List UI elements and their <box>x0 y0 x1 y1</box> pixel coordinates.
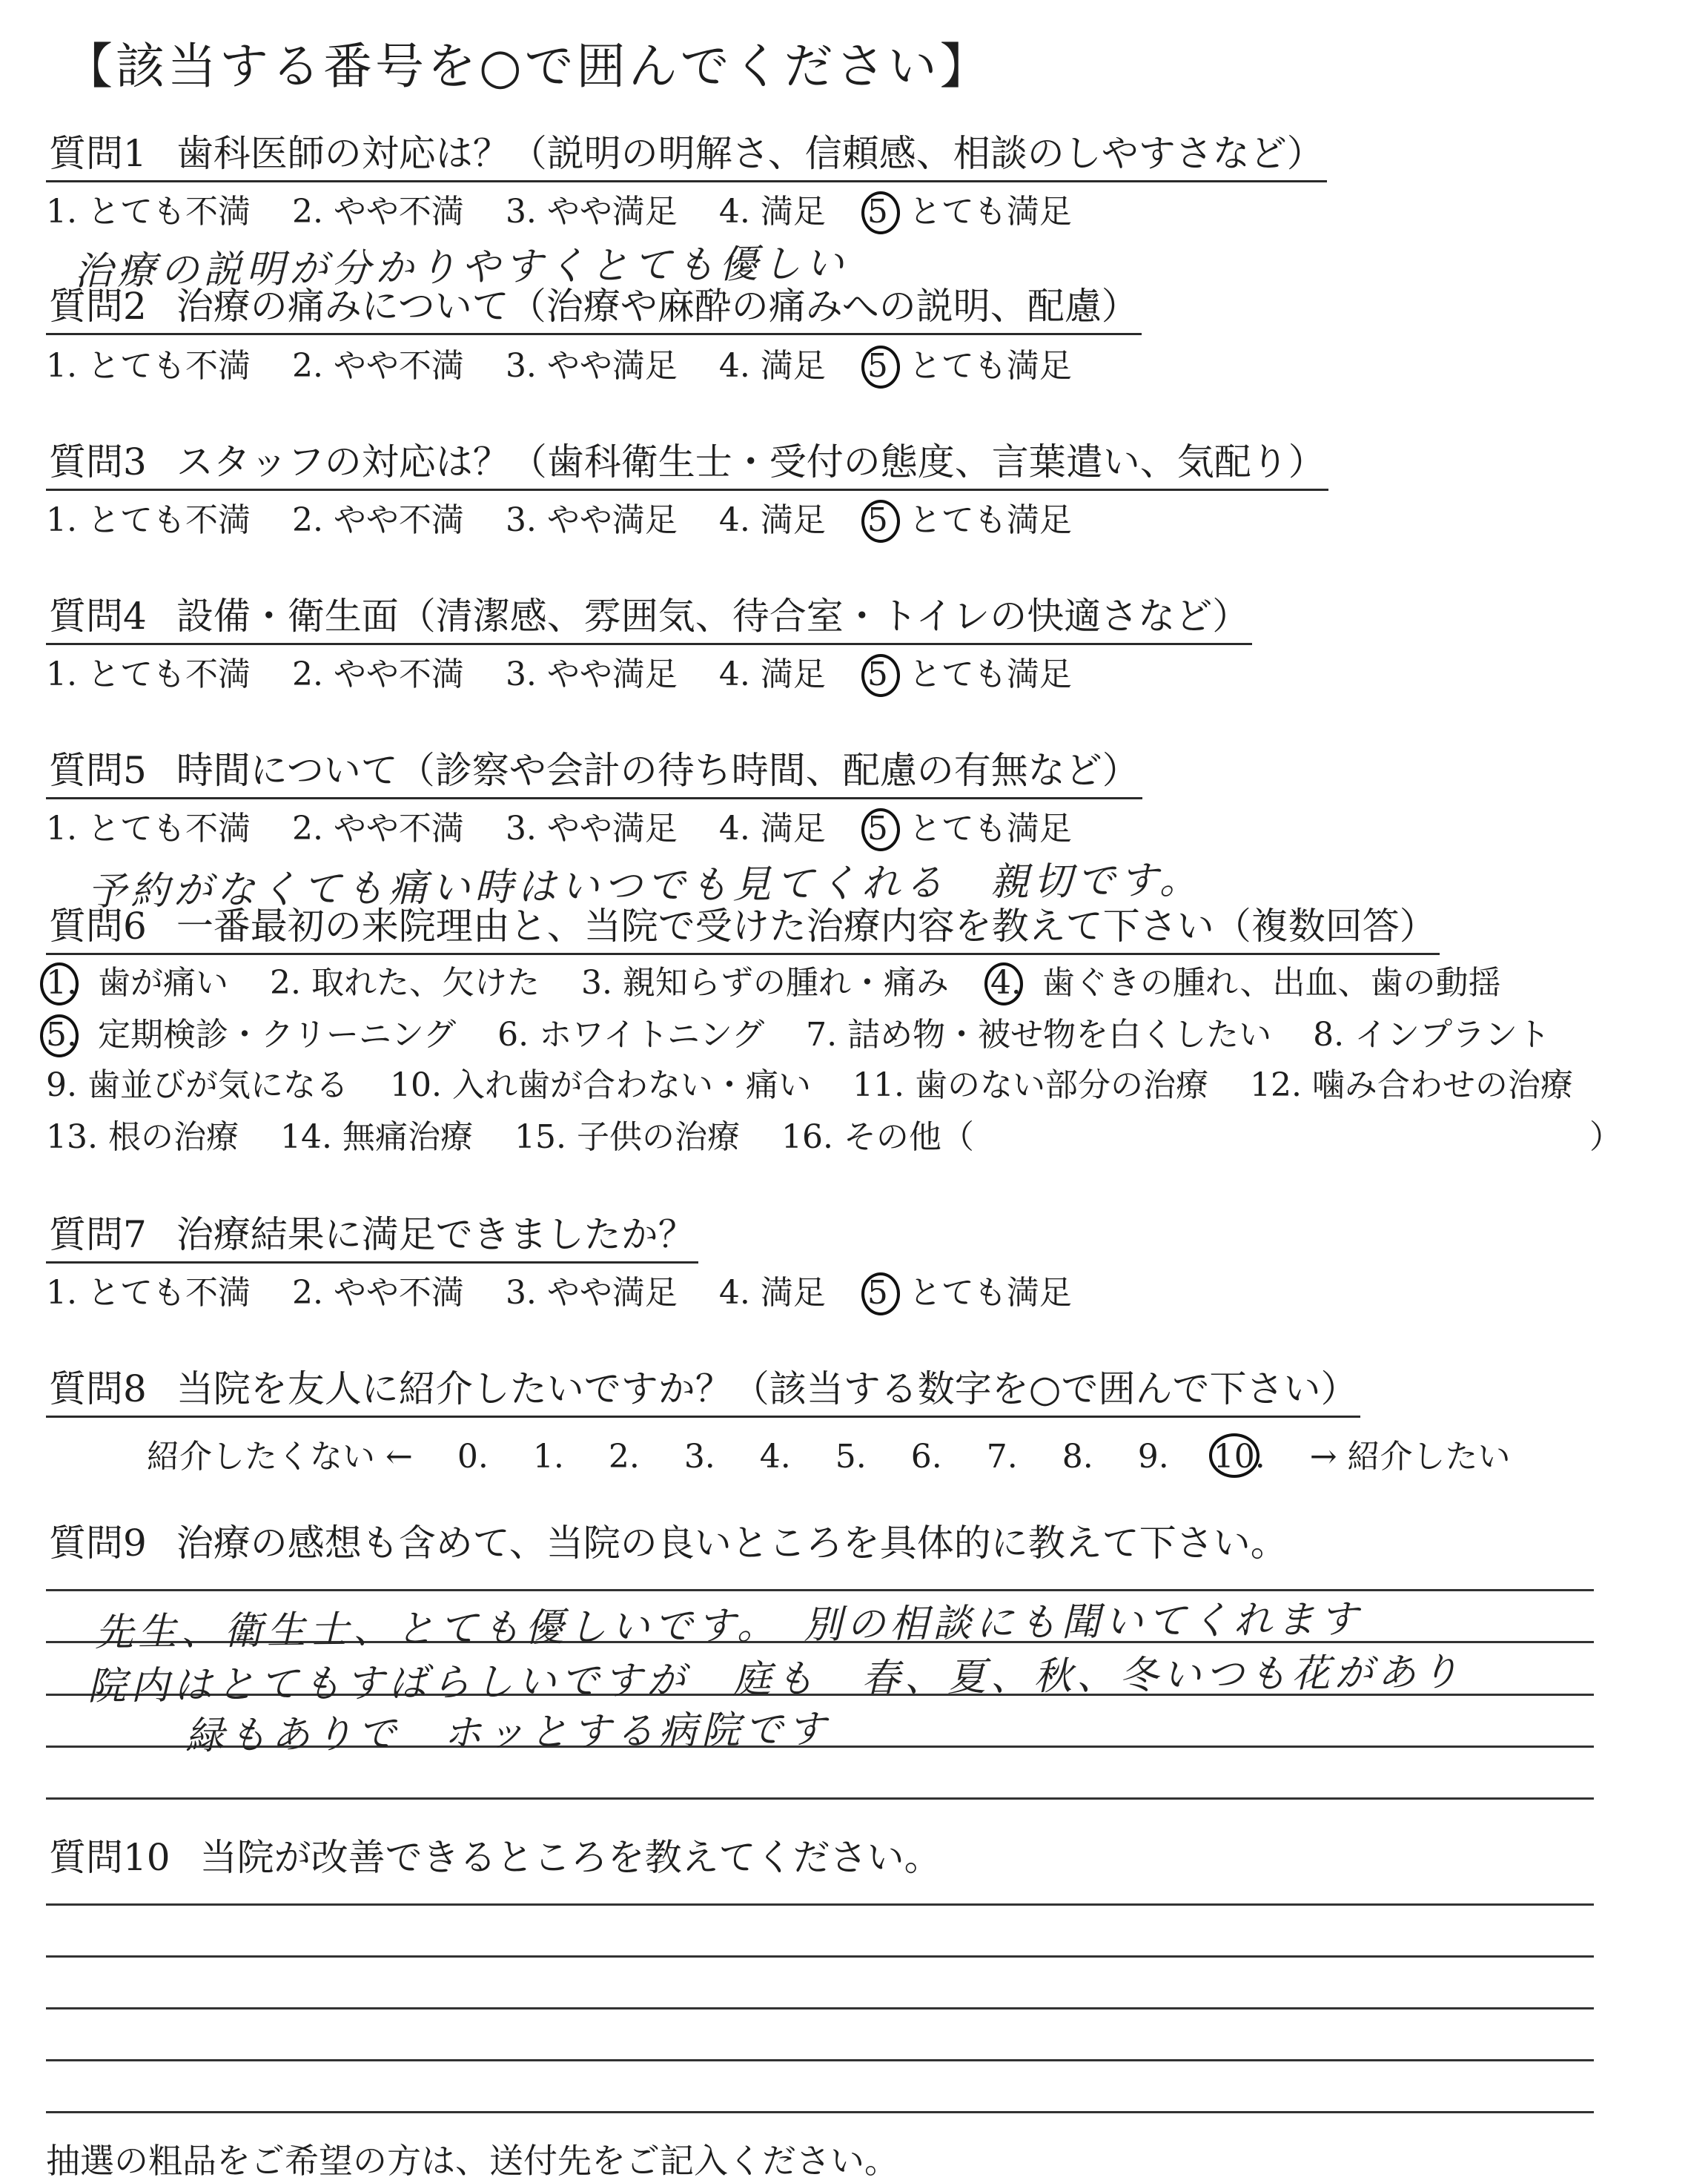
q1-option-2[interactable]: 2. やや不満 <box>291 193 464 231</box>
q6-option-1-selected[interactable] <box>46 965 228 1001</box>
q4-circle-mark: 5 <box>867 655 888 693</box>
q3-text: スタッフの対応は？（歯科衛生士・受付の態度、言葉遣い、気配り） <box>176 440 1325 483</box>
q10-line-4 <box>46 2059 1594 2061</box>
q3-option-4[interactable]: 4. 満足 <box>718 501 826 539</box>
q6-option-13[interactable] <box>46 1120 239 1155</box>
q1-title <box>46 133 1327 182</box>
q6-option-12[interactable] <box>1250 1068 1573 1103</box>
q2-number: 質問2 <box>49 285 147 328</box>
q5-number: 質問5 <box>49 749 147 792</box>
q10-line-1 <box>46 1903 1594 1906</box>
q6-option-5-selected[interactable] <box>46 1017 456 1053</box>
q6-option-15-num: 15. <box>514 1118 566 1156</box>
q5-option-1[interactable]: 1. とても不満 <box>46 810 251 848</box>
q6-option-12-num: 12. <box>1249 1066 1302 1104</box>
q6-option-8-label: インプラント <box>1354 1016 1551 1054</box>
q6-option-2-label: 取れた、欠けた <box>311 964 540 1002</box>
q6-option-2-num: 2. <box>269 964 301 1002</box>
q8-scale-2[interactable]: 2. <box>608 1438 640 1476</box>
footer-instruction: 抽選の粗品をご希望の方は、送付先をご記入ください。 <box>46 2141 898 2181</box>
q5-option-2[interactable]: 2. やや不満 <box>291 810 464 848</box>
q10-title <box>46 1837 944 1884</box>
q10-number: 質問10 <box>49 1836 171 1879</box>
q2-option-2[interactable]: 2. やや不満 <box>291 347 464 385</box>
q4-option-2[interactable]: 2. やや不満 <box>291 655 464 693</box>
q1-option-5-selected[interactable] <box>867 194 1072 230</box>
q8-number: 質問8 <box>49 1367 147 1410</box>
q6-option-6[interactable] <box>497 1017 764 1053</box>
q6-option-14-label: 無痛治療 <box>342 1118 473 1156</box>
q6-row-2 <box>46 1017 1581 1053</box>
q9-line-5 <box>46 1797 1594 1800</box>
q8-scale-5[interactable]: 5. <box>835 1438 867 1476</box>
q1-option-1[interactable]: 1. とても不満 <box>46 193 251 231</box>
q2-circle-mark: 5 <box>867 347 888 385</box>
q8-text: 当院を友人に紹介したいですか？（該当する数字を○で囲んで下さい） <box>176 1367 1358 1410</box>
q6-option-11-num: 11. <box>852 1066 904 1104</box>
q5-circle-mark: 5 <box>867 810 888 848</box>
q6-option-9[interactable] <box>46 1068 348 1103</box>
q6-option-3[interactable] <box>581 965 949 1001</box>
q6-number: 質問6 <box>49 905 147 948</box>
q2-option-5-selected[interactable] <box>867 349 1072 384</box>
q6-option-9-label: 歯並びが気になる <box>87 1066 348 1104</box>
q6-other-close-paren: ） <box>1589 1118 1622 1156</box>
q5-option-5-selected[interactable] <box>867 811 1072 847</box>
q3-options <box>46 503 1103 538</box>
q6-option-7-label: 詰め物・被せ物を白くしたい <box>847 1016 1272 1054</box>
q6-option-4-selected[interactable] <box>990 965 1501 1001</box>
q4-option-5-selected[interactable] <box>867 657 1072 693</box>
q6-option-5-circle: 5. <box>46 1016 77 1054</box>
q8-scale-7[interactable]: 7. <box>986 1438 1018 1476</box>
q8-right-label: → 紹介したい <box>1309 1438 1511 1476</box>
q2-option-4[interactable]: 4. 満足 <box>718 347 826 385</box>
q5-title <box>46 750 1142 799</box>
q6-option-16-num: 16. <box>781 1118 833 1156</box>
q6-option-9-num: 9. <box>46 1066 77 1104</box>
q2-options <box>46 349 1103 384</box>
q3-option-2[interactable]: 2. やや不満 <box>291 501 464 539</box>
q5-option-5-label: とても満足 <box>908 810 1072 848</box>
q6-option-1-circle: 1. <box>46 964 77 1002</box>
q9-text: 治療の感想も含めて、当院の良いところを具体的に教えて下さい。 <box>176 1522 1288 1565</box>
q6-row-1 <box>46 965 1532 1001</box>
q8-recommend-scale <box>147 1430 1545 1477</box>
q7-number: 質問7 <box>49 1213 147 1256</box>
q2-title <box>46 286 1142 335</box>
q6-option-16[interactable] <box>781 1120 974 1155</box>
q1-option-5-label: とても満足 <box>908 193 1072 231</box>
q7-option-1[interactable]: 1. とても不満 <box>46 1274 251 1312</box>
q6-option-10-num: 10. <box>389 1066 442 1104</box>
q6-option-10-label: 入れ歯が合わない・痛い <box>451 1066 811 1104</box>
q6-row-3 <box>46 1068 1604 1103</box>
q4-option-3[interactable]: 3. やや満足 <box>505 655 678 693</box>
q6-option-6-num: 6. <box>497 1016 529 1054</box>
q3-option-5-label: とても満足 <box>908 501 1072 539</box>
q4-option-1[interactable]: 1. とても不満 <box>46 655 251 693</box>
q2-text: 治療の痛みについて（治療や麻酔の痛みへの説明、配慮） <box>176 285 1139 328</box>
q6-option-3-label: 親知らずの腫れ・痛み <box>622 964 949 1002</box>
q10-line-2 <box>46 1955 1594 1958</box>
q6-option-7[interactable] <box>806 1017 1271 1053</box>
q6-option-16-label: その他（ <box>843 1118 974 1156</box>
q9-title <box>46 1523 1291 1570</box>
q4-text: 設備・衛生面（清潔感、雰囲気、待合室・トイレの快適さなど） <box>176 595 1250 638</box>
q7-option-5-label: とても満足 <box>908 1274 1072 1312</box>
q1-option-4[interactable]: 4. 満足 <box>718 193 826 231</box>
q6-option-14[interactable] <box>280 1120 473 1155</box>
q1-options <box>46 194 1103 230</box>
q6-text: 一番最初の来院理由と、当院で受けた治療内容を教えて下さい（複数回答） <box>176 905 1437 948</box>
q6-option-13-label: 根の治療 <box>107 1118 239 1156</box>
q8-scale-10-selected[interactable]: 10. <box>1213 1438 1265 1476</box>
q8-scale-9[interactable]: 9. <box>1137 1438 1169 1476</box>
q4-title <box>46 596 1252 645</box>
q1-handwritten-comment: 治療の説明が分かりやすくとても優しい <box>73 241 849 294</box>
q6-option-13-num: 13. <box>46 1118 98 1156</box>
q6-option-15[interactable] <box>514 1120 740 1155</box>
q9-handwritten-line-3: 緑もありで ホッとする病院です <box>185 1707 831 1759</box>
q10-line-3 <box>46 2007 1594 2009</box>
q1-option-3[interactable]: 3. やや満足 <box>505 193 678 231</box>
q8-scale-3[interactable]: 3. <box>683 1438 715 1476</box>
q4-option-4[interactable]: 4. 満足 <box>718 655 826 693</box>
q6-option-8-num: 8. <box>1313 1016 1345 1054</box>
q3-number: 質問3 <box>49 440 147 483</box>
q3-option-5-selected[interactable] <box>867 503 1072 538</box>
q4-number: 質問4 <box>49 595 147 638</box>
q3-option-1[interactable]: 1. とても不満 <box>46 501 251 539</box>
q6-option-7-num: 7. <box>806 1016 838 1054</box>
q5-text: 時間について（診察や会計の待ち時間、配慮の有無など） <box>176 749 1139 792</box>
q7-option-5-selected[interactable] <box>867 1275 1072 1311</box>
q10-line-5 <box>46 2111 1594 2113</box>
q6-option-12-label: 噛み合わせの治療 <box>1311 1066 1573 1104</box>
q8-scale-1[interactable]: 1. <box>532 1438 564 1476</box>
q6-option-2[interactable] <box>270 965 540 1001</box>
q2-option-1[interactable]: 1. とても不満 <box>46 347 251 385</box>
q6-option-11-label: 歯のない部分の治療 <box>914 1066 1208 1104</box>
q6-option-6-label: ホワイトニング <box>539 1016 765 1054</box>
q2-option-3[interactable]: 3. やや満足 <box>505 347 678 385</box>
q7-option-2[interactable]: 2. やや不満 <box>291 1274 464 1312</box>
q3-option-3[interactable]: 3. やや満足 <box>505 501 678 539</box>
q6-row-4 <box>46 1120 1005 1155</box>
q6-option-4-label: 歯ぐきの腫れ、出血、歯の動揺 <box>1042 964 1501 1002</box>
q6-option-14-num: 14. <box>279 1118 332 1156</box>
q6-title <box>46 906 1440 955</box>
q6-option-5-label: 定期検診・クリーニング <box>97 1016 457 1054</box>
q1-text: 歯科医師の対応は？（説明の明解さ、信頼感、相談のしやすさなど） <box>176 132 1324 175</box>
q6-option-8[interactable] <box>1313 1017 1550 1053</box>
q1-number: 質問1 <box>49 132 147 175</box>
q9-number: 質問9 <box>49 1522 147 1565</box>
q5-option-3[interactable]: 3. やや満足 <box>505 810 678 848</box>
q8-scale-0[interactable]: 0. <box>457 1438 489 1476</box>
q7-title <box>46 1215 698 1264</box>
q5-option-4[interactable]: 4. 満足 <box>718 810 826 848</box>
q8-scale-4[interactable]: 4. <box>759 1438 791 1476</box>
q7-option-3[interactable]: 3. やや満足 <box>505 1274 678 1312</box>
q6-option-15-label: 子供の治療 <box>576 1118 740 1156</box>
q6-option-11[interactable] <box>853 1068 1208 1103</box>
q5-options <box>46 811 1103 847</box>
q7-circle-mark: 5 <box>867 1274 888 1312</box>
q6-option-1-label: 歯が痛い <box>97 964 228 1002</box>
q3-title <box>46 442 1328 491</box>
instruction-header: 【該当する番号を○で囲んでください】 <box>64 38 992 95</box>
q6-option-4-circle: 4. <box>990 964 1022 1002</box>
q7-option-4[interactable]: 4. 満足 <box>718 1274 826 1312</box>
q8-title <box>46 1369 1360 1418</box>
q2-option-5-label: とても満足 <box>908 347 1072 385</box>
q9-handwritten-line-1: 先生、衛生士、とても優しいです。 別の相談にも聞いてくれます <box>94 1597 1363 1655</box>
q9-handwritten-line-2: 院内はとてもすばらしいですが 庭も 春、夏、秋、冬いつも花があり <box>87 1650 1464 1709</box>
q4-options <box>46 657 1103 693</box>
q10-text: 当院が改善できるところを教えてください。 <box>199 1836 941 1879</box>
q5-handwritten-comment: 予約がなくても痛い時はいつでも見てくれる 親切です。 <box>87 858 1203 914</box>
q8-scale-6[interactable]: 6. <box>910 1438 942 1476</box>
q7-options <box>46 1275 1103 1311</box>
q8-scale-8[interactable]: 8. <box>1062 1438 1093 1476</box>
q1-circle-mark: 5 <box>867 193 888 231</box>
q8-left-label: 紹介したくない ← <box>147 1438 413 1476</box>
q3-circle-mark: 5 <box>867 501 888 539</box>
q6-option-3-num: 3. <box>580 964 612 1002</box>
q7-text: 治療結果に満足できましたか？ <box>176 1213 695 1256</box>
q4-option-5-label: とても満足 <box>908 655 1072 693</box>
q6-option-10[interactable] <box>390 1068 811 1103</box>
